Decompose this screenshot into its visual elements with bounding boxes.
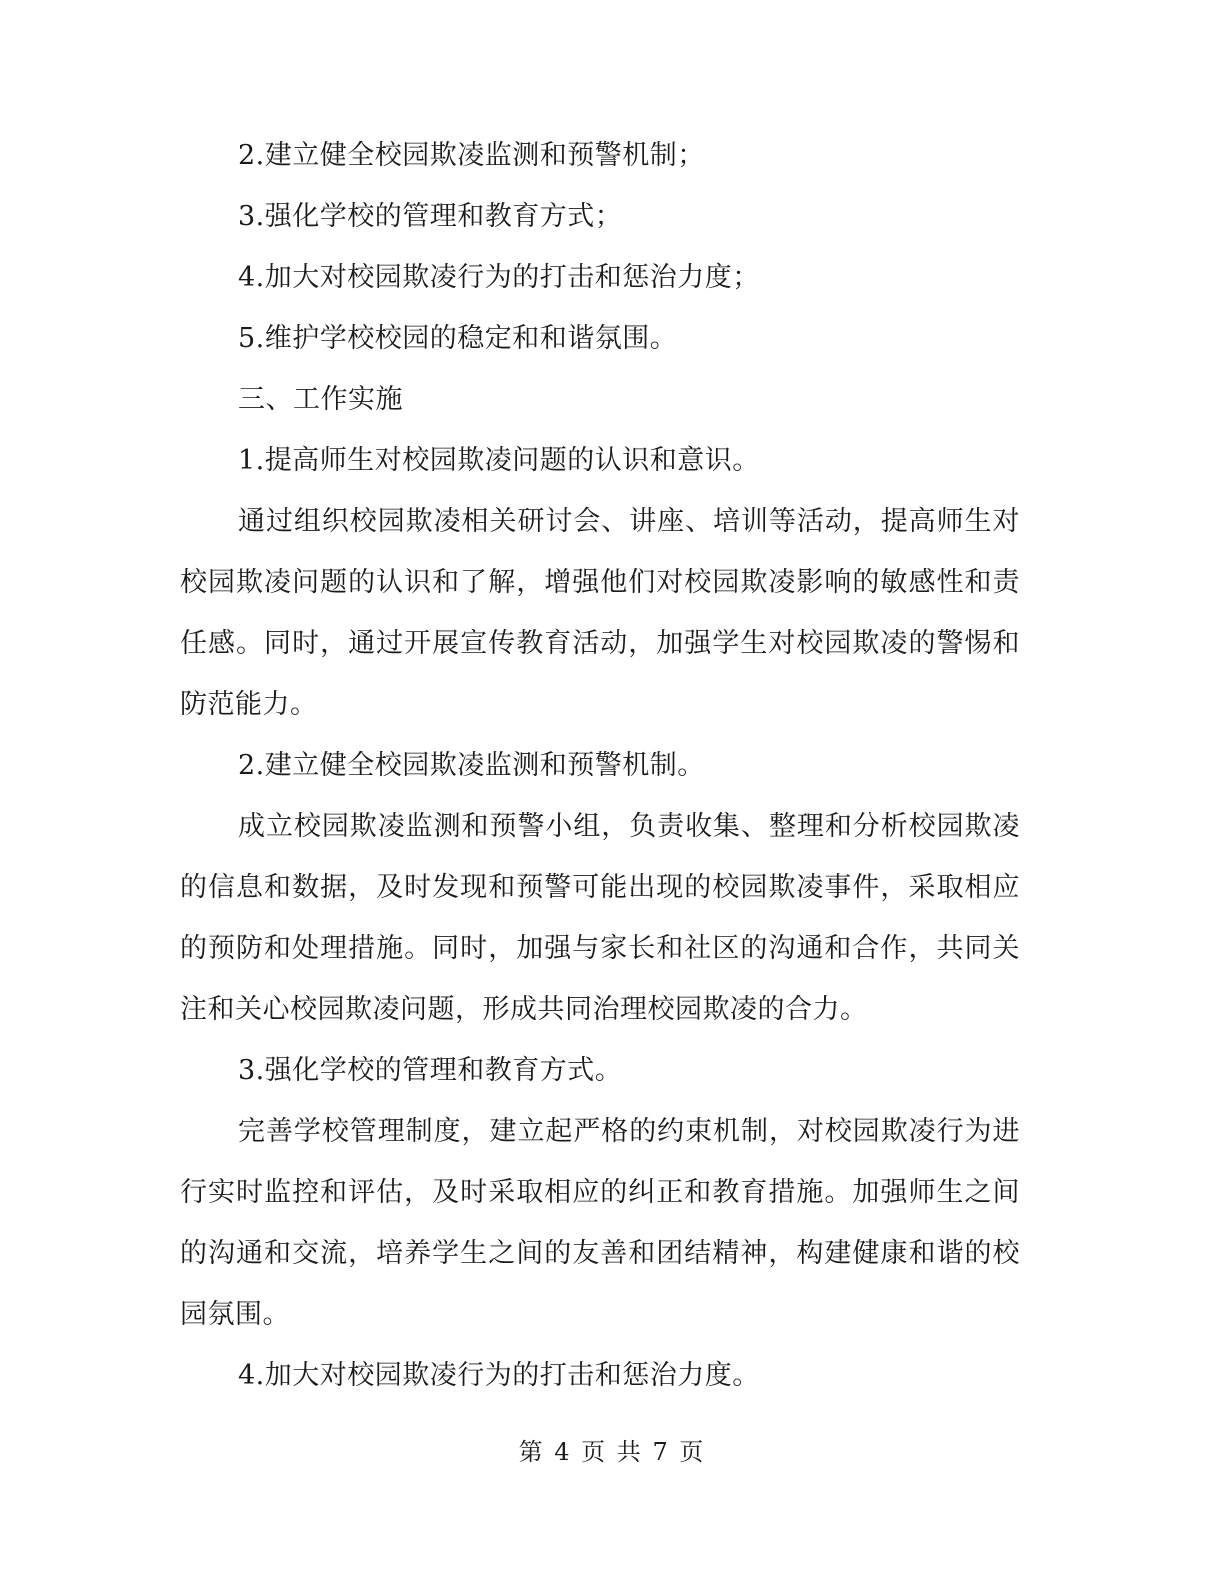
body-paragraph-1: 通过组织校园欺凌相关研讨会、讲座、培训等活动，提高师生对校园欺凌问题的认识和了解，增强他们对校园欺凌影响的敏感性和责任感。同时，通过开展宣传教育活动，加强学生对校园欺凌的警惕和防范能力。 — [180, 506, 1020, 720]
document-body — [180, 125, 1020, 1406]
body-paragraph-3: 完善学校管理制度，建立起严格的约束机制，对校园欺凌行为进行实时监控和评估，及时采取相应的纠正和教育措施。加强师生之间的沟通和交流，培养学生之间的友善和团结精神，构建健康和谐的校园氛围。 — [180, 1116, 1020, 1330]
list-item-goal-3: 3.强化学校的管理和教育方式； — [238, 201, 623, 232]
list-item-goal-5: 5.维护学校校园的稳定和和谐氛围。 — [238, 323, 678, 354]
page-footer: 第 4 页 共 7 页 — [518, 1438, 706, 1466]
subheading-1: 1.提高师生对校园欺凌问题的认识和意识。 — [238, 445, 760, 476]
subheading-3: 3.强化学校的管理和教育方式。 — [238, 1055, 623, 1086]
list-item-goal-2: 2.建立健全校园欺凌监测和预警机制； — [238, 140, 705, 171]
list-item-goal-4: 4.加大对校园欺凌行为的打击和惩治力度； — [238, 262, 760, 293]
body-paragraph-2: 成立校园欺凌监测和预警小组，负责收集、整理和分析校园欺凌的信息和数据，及时发现和预警可能出现的校园欺凌事件，采取相应的预防和处理措施。同时，加强与家长和社区的沟通和合作，共同关注和关心校园欺凌问题，形成共同治理校园欺凌的合力。 — [180, 811, 1020, 1025]
subheading-4: 4.加大对校园欺凌行为的打击和惩治力度。 — [238, 1360, 760, 1391]
subheading-2: 2.建立健全校园欺凌监测和预警机制。 — [238, 750, 705, 781]
section-heading: 三、工作实施 — [238, 384, 403, 415]
